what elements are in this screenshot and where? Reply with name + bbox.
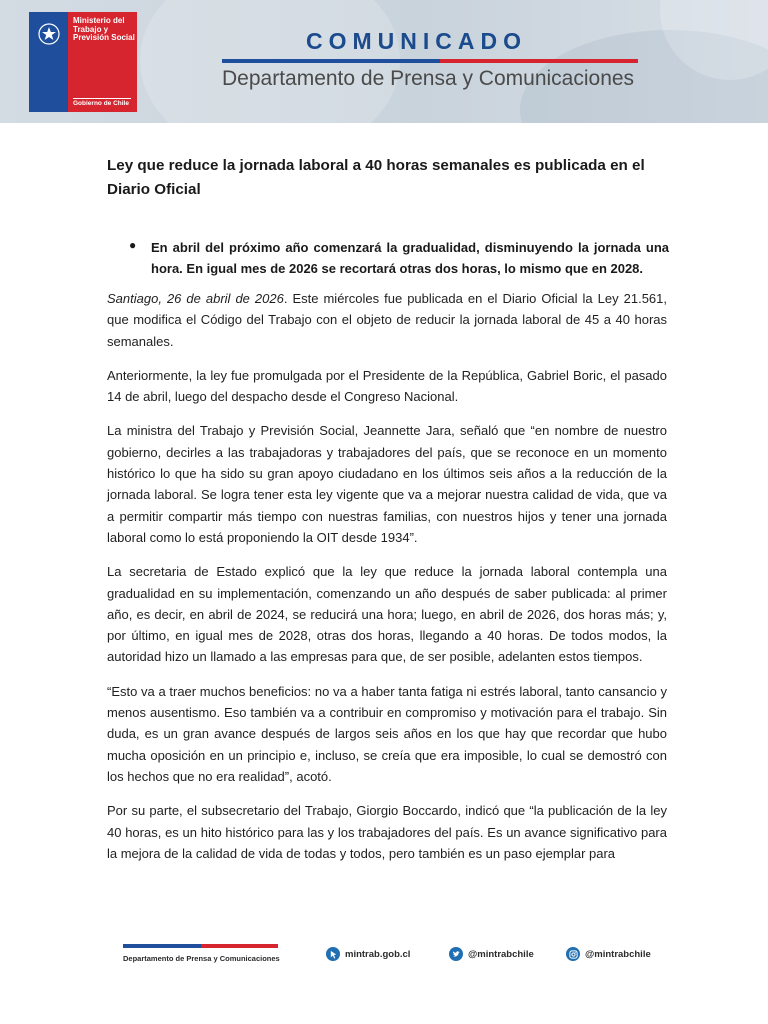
instagram-icon <box>566 947 580 961</box>
instagram-link[interactable] <box>566 946 651 962</box>
website-url: mintrab.gob.cl <box>345 948 411 960</box>
bullet-dot-icon: ● <box>129 238 137 252</box>
instagram-handle: @mintrabchile <box>585 948 651 960</box>
article-title: Ley que reduce la jornada laboral a 40 horas semanales es publicada en el Diario Oficial <box>107 157 645 198</box>
paragraph: Anteriormente, la ley fue promulgada por el Presidente de la República, Gabriel Boric, el pasado 14 de abril, luego del despacho desde el Congreso Nacional. <box>107 367 667 405</box>
twitter-link[interactable] <box>449 946 534 962</box>
paragraph: La ministra del Trabajo y Previsión Social, Jeannette Jara, señaló que “en nombre de nuestro gobierno, decirles a las trabajadoras y trabajadores del país, que se reconoce en un momento histórico lo que ha sido su gran apoyo ciudadano en los últimos seis años a la reducción de la jornada laboral. Se logra tener esta ley vigente que va a mejorar nuestra calidad de vida, que va a permitir compartir más tiempo con nuestras familias, con nuestros hijos y tener una jornada laboral como lo está proponiendo la OIT desde 1934”. <box>107 423 667 545</box>
paragraph <box>107 288 667 352</box>
paragraph: Por su parte, el subsecretario del Trabajo, Giorgio Boccardo, indicó que “la publicación de la ley 40 horas, es un hito histórico para las y los trabajadores del país. Es un avance significativo para la mejora de la calidad de vida de todas y todos, pero también es un paso ejemplar para <box>107 803 667 861</box>
paragraph-text: . Este miércoles fue publicada en el Diario Oficial la Ley 21.561, que modifica el Código del Trabajo con el objeto de reducir la jornada laboral de 45 a 40 horas semanales. <box>107 291 668 349</box>
article-body <box>107 288 667 877</box>
page-heading: COMUNICADO <box>306 28 527 54</box>
logo-blue-block <box>29 12 68 112</box>
paragraph: “Esto va a traer muchos beneficios: no va a haber tanta fatiga ni estrés laboral, tanto cansancio y menos ausentismo. Eso también va a contribuir en compromiso y motivación para el trabajo. Sin duda, es un gran avance después de largos seis años en los que hay que recordar que hubo mucha oposición en un principio e, incluso, se creía que era imposible, lo cual se demostró con los hechos que no era realidad”, acotó. <box>107 683 667 784</box>
heading-rule-blue <box>222 59 440 63</box>
footer-rule-red <box>201 944 278 948</box>
ministry-logo <box>29 12 137 112</box>
twitter-icon <box>449 947 463 961</box>
department-title: Departamento de Prensa y Comunicaciones <box>222 67 635 90</box>
cursor-icon <box>326 947 340 961</box>
website-link[interactable] <box>326 946 410 962</box>
header-banner <box>0 0 768 123</box>
heading-rule-red <box>440 59 638 63</box>
logo-ministry-name: Ministerio del Trabajo y Previsión Social <box>73 16 135 43</box>
coat-of-arms-icon <box>35 20 63 48</box>
twitter-handle: @mintrabchile <box>468 948 534 960</box>
logo-divider <box>73 98 131 99</box>
article-summary-bullet: En abril del próximo año comenzará la gradualidad, disminuyendo la jornada una hora. En igual mes de 2026 se recortará otras dos horas, lo mismo que en 2028. <box>151 240 669 276</box>
dateline: Santiago, 26 de abril de 2026 <box>107 291 284 306</box>
paragraph: La secretaria de Estado explicó que la ley que reduce la jornada laboral contempla una gradualidad en su implementación, comenzando un año después de saber publicada: al primer año, es decir, en abril de 2024, se reducirá una hora; luego, en abril de 2026, dos horas más; y, por último, en igual mes de 2028, otras dos horas, llegando a 40 horas. De todos modos, la autoridad hizo un llamado a las empresas para que, de ser posible, adelanten estos tiempos. <box>107 564 667 665</box>
footer-department: Departamento de Prensa y Comunicaciones <box>123 954 280 963</box>
logo-government: Gobierno de Chile <box>73 100 129 107</box>
footer-rule-blue <box>123 944 201 948</box>
